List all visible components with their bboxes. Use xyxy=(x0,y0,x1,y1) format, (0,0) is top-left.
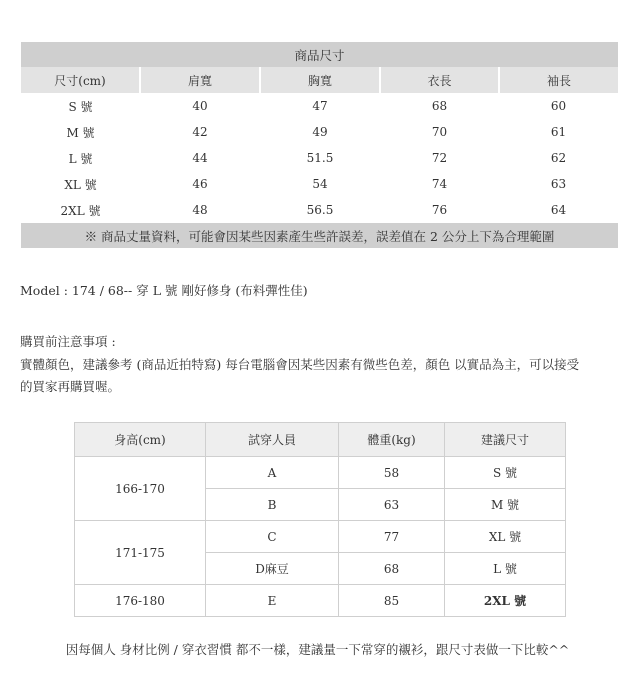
size-chart-header: 衣長 xyxy=(380,67,499,93)
table-cell: A xyxy=(206,457,339,489)
height-range-cell: 171-175 xyxy=(75,521,206,585)
size-chart-table xyxy=(21,42,618,248)
table-cell: L 號 xyxy=(445,553,566,585)
table-cell: 40 xyxy=(192,99,208,113)
notice-line: 實體顏色，建議參考 (商品近拍特寫) 每台電腦會因某些因素有微些色差，顏色 以實品為主，可以接受 xyxy=(20,357,580,372)
model-info: Model : 174 / 68-- 穿 L 號 剛好修身 (布料彈性佳) xyxy=(20,283,308,298)
size-chart-header: 尺寸(cm) xyxy=(21,67,140,93)
table-cell: 62 xyxy=(550,151,567,165)
size-chart-title: 商品尺寸 xyxy=(21,42,618,67)
height-range-cell: 166-170 xyxy=(75,457,206,521)
table-cell: 60 xyxy=(550,99,567,113)
table-row xyxy=(21,119,618,145)
table-row xyxy=(21,171,618,197)
table-cell: 56.5 xyxy=(306,203,334,217)
table-cell: 2XL 號 xyxy=(445,585,566,617)
table-cell: 44 xyxy=(192,151,208,165)
table-cell: C xyxy=(206,521,339,553)
table-cell: B xyxy=(206,489,339,521)
table-row xyxy=(75,585,566,617)
footer-note: 因每個人 身材比例 / 穿衣習慣 都不一樣，建議量一下常穿的襯衫，跟尺寸表做一下比較^^ xyxy=(65,642,570,657)
table-cell: 68 xyxy=(431,99,448,113)
table-cell: L 號 xyxy=(68,151,93,166)
table-row xyxy=(75,521,566,553)
table-cell: 49 xyxy=(312,125,328,139)
table-cell: 47 xyxy=(312,99,328,113)
table-cell: 85 xyxy=(339,585,445,617)
table-cell: 77 xyxy=(339,521,445,553)
table-cell: 63 xyxy=(339,489,445,521)
table-cell: E xyxy=(206,585,339,617)
table-cell: S 號 xyxy=(68,99,93,114)
table-cell: 70 xyxy=(431,125,448,139)
table-cell: 63 xyxy=(550,177,567,191)
notice-heading: 購買前注意事項 : xyxy=(20,334,116,349)
size-chart-header-row xyxy=(21,67,618,93)
fitting-reference-table xyxy=(74,422,566,617)
fitting-header-row xyxy=(75,423,566,457)
fitting-header: 身高(cm) xyxy=(75,423,206,457)
fitting-header: 試穿人員 xyxy=(206,423,339,457)
table-cell: M 號 xyxy=(445,489,566,521)
table-cell: XL 號 xyxy=(64,177,97,192)
table-cell: 72 xyxy=(431,151,448,165)
table-cell: 46 xyxy=(192,177,208,191)
table-cell: 42 xyxy=(192,125,208,139)
size-chart-header: 胸寬 xyxy=(260,67,380,93)
table-cell: 61 xyxy=(550,125,567,139)
table-row xyxy=(75,457,566,489)
fitting-header: 體重(kg) xyxy=(339,423,445,457)
size-chart-header: 肩寬 xyxy=(140,67,260,93)
table-cell: M 號 xyxy=(66,125,95,140)
fitting-header: 建議尺寸 xyxy=(445,423,566,457)
table-cell: 74 xyxy=(431,177,448,191)
table-row xyxy=(21,197,618,223)
table-cell: S 號 xyxy=(445,457,566,489)
table-cell: 48 xyxy=(192,203,208,217)
table-cell: 51.5 xyxy=(306,151,334,165)
table-cell: D麻豆 xyxy=(206,553,339,585)
table-cell: 68 xyxy=(339,553,445,585)
table-cell: 64 xyxy=(550,203,567,217)
size-chart-header: 袖長 xyxy=(499,67,618,93)
table-cell: 58 xyxy=(339,457,445,489)
height-range-cell: 176-180 xyxy=(75,585,206,617)
table-cell: XL 號 xyxy=(445,521,566,553)
notice-line: 的買家再購買喔。 xyxy=(20,379,121,394)
table-row xyxy=(21,93,618,119)
table-row xyxy=(21,145,618,171)
table-cell: 54 xyxy=(312,177,328,191)
table-cell: 76 xyxy=(431,203,448,217)
measurement-note: ※ 商品丈量資料，可能會因某些因素產生些許誤差，誤差值在 2 公分上下為合理範圍 xyxy=(21,223,618,248)
table-cell: 2XL 號 xyxy=(60,203,101,218)
